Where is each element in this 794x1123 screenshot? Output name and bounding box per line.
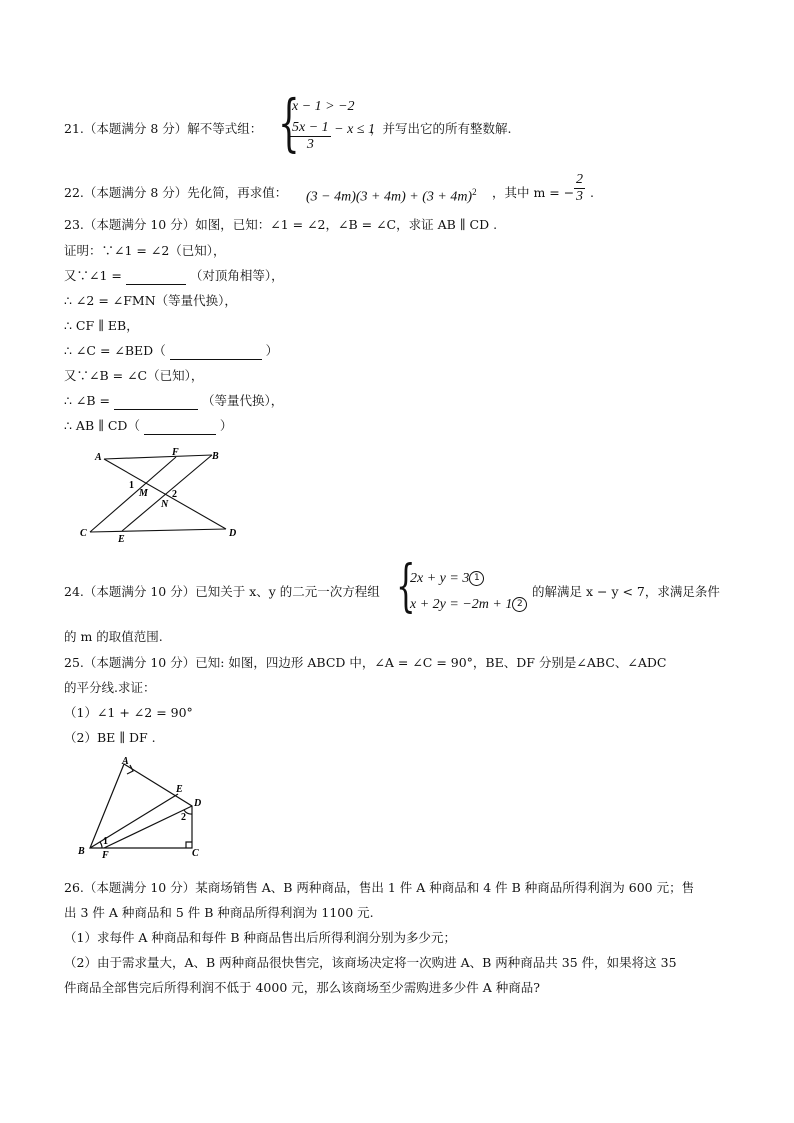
q24-line2: 的 m 的取值范围.	[64, 629, 163, 644]
q23-line-ab	[104, 455, 212, 459]
q25-label-1: 1	[103, 836, 108, 847]
q22-mid: ，其中 m = −	[492, 185, 575, 200]
q23-label-b: B	[212, 451, 219, 462]
q25-label-a: A	[122, 756, 129, 767]
q21-eq1: x − 1 > −2	[292, 99, 355, 114]
q21-frac-den: 3	[306, 137, 314, 152]
q25-label-e: E	[176, 784, 183, 795]
q23-label-e: E	[118, 534, 125, 542]
q23-line9	[64, 417, 232, 435]
q21-eq2	[290, 121, 375, 153]
q23-line-cd	[90, 529, 226, 532]
q24-tail: 的解满足 x − y < 7，求满足条件	[532, 584, 720, 599]
q23-line2: 证明：∵∠1 = ∠2（已知），	[64, 243, 226, 258]
q25-part2: （2）BE ∥ DF .	[64, 730, 156, 745]
q23-line4: ∴ ∠2 = ∠FMN（等量代换），	[64, 293, 237, 308]
q25-label-f: F	[102, 850, 109, 861]
q23-line9-post: ）	[219, 418, 233, 433]
q24-mark2: 2	[512, 597, 527, 612]
q22-expr	[306, 183, 477, 207]
q23-label-c: C	[80, 528, 87, 539]
q23-blank-3[interactable]	[114, 395, 198, 410]
q25-part1: （1）∠1 + ∠2 = 90°	[64, 705, 193, 720]
q23-line8	[64, 392, 283, 410]
q25-label-b: B	[78, 846, 85, 857]
q23-label-2: 2	[172, 489, 177, 500]
q23-blank-2[interactable]	[170, 345, 262, 360]
q23-line8-post: （等量代换），	[202, 393, 284, 408]
q22-power: 2	[472, 187, 477, 197]
q23-label-d: D	[229, 528, 237, 539]
q25-label-c: C	[192, 848, 199, 859]
q26-line5: 件商品全部售完后所得利润不低于 4000 元，那么该商场至少需购进多少件 A 种商品?	[64, 980, 540, 995]
q23-line-cf	[90, 457, 176, 532]
q23-line6	[64, 342, 278, 360]
q25-label-d: D	[194, 798, 202, 809]
q24-eq2	[410, 596, 527, 614]
q23-figure	[76, 446, 246, 542]
q25-figure	[70, 756, 220, 862]
q21-eq2-tail: − x ≤ 1	[334, 122, 376, 137]
q22-end: .	[590, 185, 594, 200]
q22-expr-text: (3 − 4m)(3 + 4m) + (3 + 4m)	[306, 189, 473, 205]
q22-frac-den: 3	[576, 189, 583, 204]
q21-tail: ，并写出它的所有整数解.	[370, 121, 512, 136]
q24-label: 24.（本题满分 10 分）已知关于 x、y 的二元一次方程组	[64, 584, 380, 599]
q23-label-a: A	[95, 452, 102, 463]
q23-line8-pre: ∴ ∠B =	[64, 393, 111, 408]
q23-blank-4[interactable]	[144, 420, 216, 435]
q23-label-1: 1	[129, 480, 134, 491]
q23-line3	[64, 267, 284, 285]
q25-angle-1-arc	[100, 842, 102, 848]
q23-line3-pre: 又∵∠1 =	[64, 268, 122, 283]
q23-line1: 23.（本题满分 10 分）如图，已知：∠1 = ∠2，∠B = ∠C，求证 AB ∥ CD .	[64, 217, 498, 232]
q23-label-m: M	[139, 488, 148, 499]
q24-eq1-text: 2x + y = 3	[410, 571, 470, 586]
q25-line1: 25.（本题满分 10 分）已知: 如图，四边形 ABCD 中，∠A = ∠C = 90°，BE、DF 分别是∠ABC、∠ADC	[64, 655, 667, 670]
q21-frac-num: 5x − 1	[292, 120, 329, 135]
q23-blank-1[interactable]	[126, 270, 186, 285]
q23-line3-post: （对顶角相等），	[189, 268, 284, 283]
q23-line6-pre: ∴ ∠C = ∠BED（	[64, 343, 166, 358]
q25-label-2: 2	[181, 812, 186, 823]
q23-line5: ∴ CF ∥ EB，	[64, 318, 139, 333]
q22-label: 22.（本题满分 8 分）先化简，再求值：	[64, 185, 288, 200]
q22-frac	[574, 172, 585, 205]
q23-line6-post: ）	[265, 343, 279, 358]
q24-eq2-text: x + 2y = −2m + 1	[410, 597, 513, 612]
q23-label-n: N	[161, 499, 169, 510]
q26-line1: 26.（本题满分 10 分）某商场销售 A、B 两种商品，售出 1 件 A 种商品和 4 件 B 种商品所得利润为 600 元；售	[64, 880, 695, 895]
q21-label: 21.（本题满分 8 分）解不等式组：	[64, 121, 263, 136]
q24-eq1	[410, 570, 484, 588]
q21-brace: {	[278, 86, 300, 159]
q23-line7: 又∵∠B = ∠C（已知），	[64, 368, 204, 383]
q23-label-f: F	[172, 447, 179, 458]
q22-frac-num: 2	[576, 172, 583, 187]
q26-line2: 出 3 件 A 种商品和 5 件 B 种商品所得利润为 1100 元.	[64, 905, 374, 920]
q25-line2: 的平分线.求证：	[64, 680, 156, 695]
q24-brace: {	[396, 554, 416, 619]
q23-line9-pre: ∴ AB ∥ CD（	[64, 418, 140, 433]
q26-line3: （1）求每件 A 种商品和每件 B 种商品售出后所得利润分别为多少元；	[64, 930, 457, 945]
q24-mark1: 1	[469, 571, 484, 586]
q26-line4: （2）由于需求量大，A、B 两种商品很快售完，该商场决定将一次购进 A、B 两种商品共 35 件，如果将这 35	[64, 955, 677, 970]
